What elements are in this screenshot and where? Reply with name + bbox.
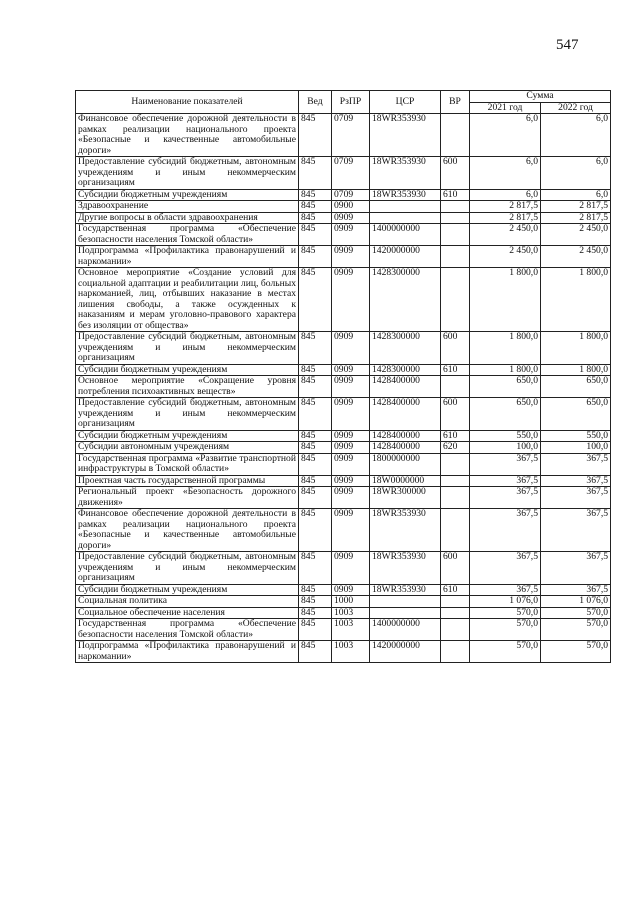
row-sum-2021-cell: 570,0 [470,641,541,663]
row-vr-cell [441,487,470,509]
row-sum-2021-cell: 100,0 [470,442,541,454]
row-sum-2022-cell: 570,0 [541,619,611,641]
table-row [76,552,611,585]
row-rzpr-cell: 1000 [332,596,370,608]
row-sum-2022-cell: 650,0 [541,376,611,398]
row-csr-cell: 18WR353930 [370,189,441,201]
row-vr-cell [441,246,470,268]
row-rzpr-cell: 0909 [332,224,370,246]
row-name-cell: Проектная часть государственной программы [76,475,299,487]
row-name-cell: Социальное обеспечение населения [76,607,299,619]
row-vr-cell [441,509,470,552]
row-ved-cell: 845 [299,224,332,246]
row-ved-cell: 845 [299,201,332,213]
row-ved-cell: 845 [299,212,332,224]
budget-table [75,90,611,663]
row-sum-2021-cell: 6,0 [470,114,541,157]
table-row [76,442,611,454]
row-sum-2021-cell: 2 450,0 [470,246,541,268]
table-header [76,91,611,114]
row-rzpr-cell: 0909 [332,430,370,442]
row-name-cell: Здравоохранение [76,201,299,213]
row-rzpr-cell: 1003 [332,641,370,663]
row-csr-cell: 18WR353930 [370,584,441,596]
row-csr-cell: 1800000000 [370,453,441,475]
row-vr-cell [441,475,470,487]
table-row [76,509,611,552]
row-rzpr-cell: 0909 [332,584,370,596]
row-ved-cell: 845 [299,487,332,509]
row-sum-2021-cell: 6,0 [470,157,541,190]
row-ved-cell: 845 [299,332,332,365]
row-sum-2022-cell: 367,5 [541,552,611,585]
table-row [76,364,611,376]
row-vr-cell: 610 [441,189,470,201]
row-sum-2022-cell: 367,5 [541,475,611,487]
table-body [76,114,611,663]
row-ved-cell: 845 [299,475,332,487]
row-vr-cell: 610 [441,430,470,442]
row-csr-cell [370,596,441,608]
row-rzpr-cell: 0909 [332,442,370,454]
row-rzpr-cell: 0909 [332,509,370,552]
row-ved-cell: 845 [299,619,332,641]
table-row [76,114,611,157]
row-name-cell: Субсидии бюджетным учреждениям [76,430,299,442]
row-sum-2022-cell: 6,0 [541,157,611,190]
row-rzpr-cell: 0909 [332,453,370,475]
row-rzpr-cell: 0900 [332,201,370,213]
row-name-cell: Государственная программа «Обеспечение безопасности населения Томской области» [76,619,299,641]
row-sum-2021-cell: 6,0 [470,189,541,201]
row-sum-2021-cell: 367,5 [470,487,541,509]
row-vr-cell: 600 [441,398,470,431]
row-ved-cell: 845 [299,376,332,398]
row-sum-2022-cell: 570,0 [541,641,611,663]
row-vr-cell [441,201,470,213]
row-sum-2022-cell: 367,5 [541,509,611,552]
row-sum-2022-cell: 2 817,5 [541,201,611,213]
row-vr-cell [441,376,470,398]
table-row [76,641,611,663]
row-sum-2022-cell: 1 800,0 [541,332,611,365]
row-sum-2022-cell: 2 817,5 [541,212,611,224]
table-row [76,596,611,608]
row-vr-cell [441,596,470,608]
row-ved-cell: 845 [299,584,332,596]
row-sum-2021-cell: 570,0 [470,607,541,619]
row-name-cell: Предоставление субсидий бюджетным, автономным учреждениям и иным некоммерческим организациям [76,552,299,585]
row-ved-cell: 845 [299,607,332,619]
row-name-cell: Предоставление субсидий бюджетным, автономным учреждениям и иным некоммерческим организациям [76,398,299,431]
row-sum-2021-cell: 1 800,0 [470,332,541,365]
row-rzpr-cell: 0909 [332,552,370,585]
row-ved-cell: 845 [299,398,332,431]
row-sum-2022-cell: 367,5 [541,584,611,596]
row-name-cell: Финансовое обеспечение дорожной деятельности в рамках реализации национального проекта «Безопасные и качественные автомобильные дороги» [76,509,299,552]
row-rzpr-cell: 0909 [332,212,370,224]
row-ved-cell: 845 [299,442,332,454]
row-rzpr-cell: 0709 [332,114,370,157]
row-ved-cell: 845 [299,509,332,552]
row-name-cell: Государственная программа «Развитие транспортной инфраструктуры в Томской области» [76,453,299,475]
row-csr-cell: 18WR353930 [370,157,441,190]
row-rzpr-cell: 1003 [332,619,370,641]
row-rzpr-cell: 0909 [332,475,370,487]
row-sum-2022-cell: 650,0 [541,398,611,431]
row-rzpr-cell: 1003 [332,607,370,619]
row-rzpr-cell: 0709 [332,189,370,201]
row-name-cell: Субсидии бюджетным учреждениям [76,189,299,201]
table-row [76,487,611,509]
row-name-cell: Предоставление субсидий бюджетным, автономным учреждениям и иным некоммерческим организациям [76,157,299,190]
row-ved-cell: 845 [299,552,332,585]
row-csr-cell: 18WR353930 [370,509,441,552]
row-vr-cell: 600 [441,332,470,365]
header-name: Наименование показателей [76,91,299,114]
row-name-cell: Основное мероприятие «Сокращение уровня потребления психоактивных веществ» [76,376,299,398]
row-csr-cell: 18WR300000 [370,487,441,509]
row-rzpr-cell: 0909 [332,246,370,268]
row-csr-cell: 1428400000 [370,442,441,454]
table-row [76,584,611,596]
row-sum-2022-cell: 570,0 [541,607,611,619]
row-csr-cell: 18WR353930 [370,552,441,585]
row-sum-2021-cell: 2 450,0 [470,224,541,246]
row-name-cell: Другие вопросы в области здравоохранения [76,212,299,224]
row-sum-2022-cell: 1 076,0 [541,596,611,608]
table-row [76,189,611,201]
row-vr-cell: 600 [441,157,470,190]
row-ved-cell: 845 [299,157,332,190]
row-sum-2022-cell: 367,5 [541,487,611,509]
row-rzpr-cell: 0909 [332,398,370,431]
row-csr-cell: 1428400000 [370,376,441,398]
header-csr: ЦСР [370,91,441,114]
table-row [76,430,611,442]
header-ved: Вед [299,91,332,114]
row-ved-cell: 845 [299,114,332,157]
row-ved-cell: 845 [299,364,332,376]
row-vr-cell [441,641,470,663]
row-sum-2022-cell: 6,0 [541,189,611,201]
header-year-2022: 2022 год [541,102,611,114]
row-rzpr-cell: 0909 [332,487,370,509]
row-rzpr-cell: 0709 [332,157,370,190]
row-csr-cell: 1400000000 [370,224,441,246]
row-name-cell: Субсидии автономным учреждениям [76,442,299,454]
row-name-cell: Региональный проект «Безопасность дорожного движения» [76,487,299,509]
row-csr-cell [370,212,441,224]
row-sum-2021-cell: 1 800,0 [470,268,541,332]
row-sum-2022-cell: 550,0 [541,430,611,442]
row-sum-2021-cell: 1 076,0 [470,596,541,608]
row-vr-cell [441,114,470,157]
row-sum-2022-cell: 1 800,0 [541,268,611,332]
row-vr-cell [441,224,470,246]
row-vr-cell [441,453,470,475]
row-sum-2021-cell: 2 817,5 [470,212,541,224]
page-number: 547 [556,37,579,53]
row-csr-cell: 1428400000 [370,398,441,431]
table-row [76,607,611,619]
table-row [76,619,611,641]
row-ved-cell: 845 [299,596,332,608]
row-vr-cell: 610 [441,364,470,376]
table-row [76,246,611,268]
row-sum-2022-cell: 6,0 [541,114,611,157]
row-csr-cell: 1420000000 [370,246,441,268]
row-ved-cell: 845 [299,430,332,442]
row-sum-2021-cell: 1 800,0 [470,364,541,376]
row-sum-2021-cell: 650,0 [470,398,541,431]
header-year-2021: 2021 год [470,102,541,114]
row-csr-cell: 1428400000 [370,430,441,442]
row-sum-2021-cell: 650,0 [470,376,541,398]
row-name-cell: Предоставление субсидий бюджетным, автономным учреждениям и иным некоммерческим организациям [76,332,299,365]
row-sum-2021-cell: 367,5 [470,453,541,475]
row-csr-cell: 1400000000 [370,619,441,641]
table-row [76,332,611,365]
row-csr-cell: 1420000000 [370,641,441,663]
row-vr-cell [441,607,470,619]
row-csr-cell: 18WR353930 [370,114,441,157]
row-rzpr-cell: 0909 [332,376,370,398]
row-ved-cell: 845 [299,246,332,268]
row-rzpr-cell: 0909 [332,332,370,365]
row-name-cell: Финансовое обеспечение дорожной деятельности в рамках реализации национального проекта «Безопасные и качественные автомобильные дороги» [76,114,299,157]
row-rzpr-cell: 0909 [332,268,370,332]
row-csr-cell: 18W0000000 [370,475,441,487]
row-name-cell: Субсидии бюджетным учреждениям [76,584,299,596]
row-csr-cell: 1428300000 [370,268,441,332]
table-row [76,376,611,398]
row-vr-cell: 620 [441,442,470,454]
row-csr-cell [370,201,441,213]
header-sum: Сумма [470,91,611,103]
row-ved-cell: 845 [299,268,332,332]
row-csr-cell: 1428300000 [370,364,441,376]
row-vr-cell: 610 [441,584,470,596]
table-row [76,224,611,246]
row-sum-2021-cell: 367,5 [470,552,541,585]
header-vr: ВР [441,91,470,114]
row-csr-cell: 1428300000 [370,332,441,365]
row-name-cell: Подпрограмма «Профилактика правонарушений и наркомании» [76,641,299,663]
row-sum-2022-cell: 100,0 [541,442,611,454]
row-name-cell: Основное мероприятие «Создание условий для социальной адаптации и реабилитации лиц, больных наркоманией, лиц, отбывших наказание в местах лишения свободы, а также осужденных к наказаниям и мерам уголовно-правового характера без изоляции от общества» [76,268,299,332]
row-sum-2022-cell: 2 450,0 [541,224,611,246]
row-sum-2021-cell: 2 817,5 [470,201,541,213]
row-rzpr-cell: 0909 [332,364,370,376]
row-ved-cell: 845 [299,641,332,663]
row-sum-2021-cell: 367,5 [470,584,541,596]
table-row [76,212,611,224]
row-name-cell: Субсидии бюджетным учреждениям [76,364,299,376]
table-row [76,398,611,431]
row-vr-cell [441,268,470,332]
row-vr-cell [441,619,470,641]
row-sum-2022-cell: 367,5 [541,453,611,475]
row-name-cell: Подпрограмма «Профилактика правонарушений и наркомании» [76,246,299,268]
header-rzpr: РзПР [332,91,370,114]
row-sum-2021-cell: 367,5 [470,509,541,552]
table-row [76,268,611,332]
table-row [76,453,611,475]
row-ved-cell: 845 [299,189,332,201]
row-sum-2021-cell: 550,0 [470,430,541,442]
row-name-cell: Социальная политика [76,596,299,608]
table-row [76,475,611,487]
row-csr-cell [370,607,441,619]
row-vr-cell [441,212,470,224]
row-sum-2021-cell: 367,5 [470,475,541,487]
table-row [76,157,611,190]
row-sum-2021-cell: 570,0 [470,619,541,641]
row-name-cell: Государственная программа «Обеспечение безопасности населения Томской области» [76,224,299,246]
table-row [76,201,611,213]
row-sum-2022-cell: 2 450,0 [541,246,611,268]
row-sum-2022-cell: 1 800,0 [541,364,611,376]
row-ved-cell: 845 [299,453,332,475]
row-vr-cell: 600 [441,552,470,585]
